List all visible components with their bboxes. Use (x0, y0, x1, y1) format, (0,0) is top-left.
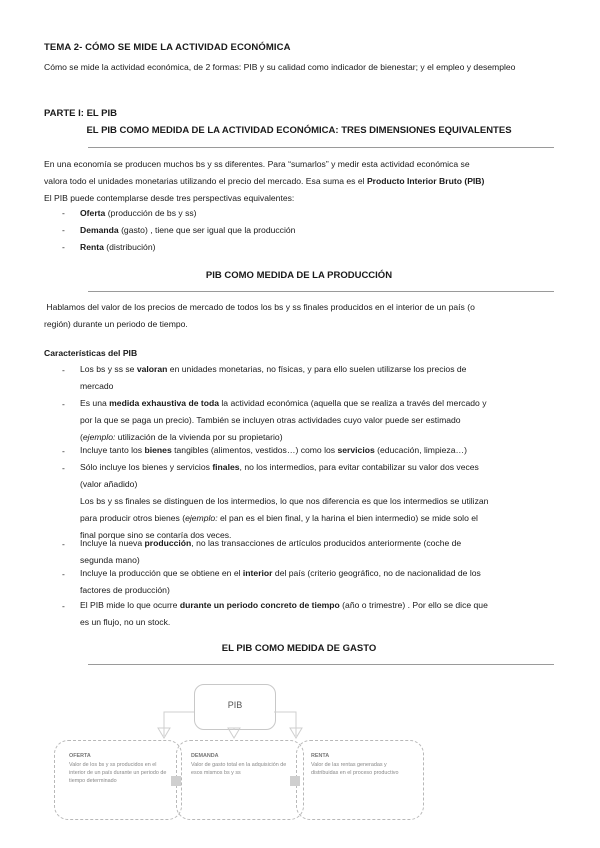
item-text: Los bs y ss se (80, 364, 137, 374)
list-dash: - (62, 463, 65, 473)
item-text: tangibles (alimentos, vestidos…) como los (171, 445, 338, 455)
item-text: para producir otros bienes ( (80, 513, 186, 523)
item-text: la actividad económica (aquella que se realiza a través del mercado y (219, 398, 487, 408)
item-text: (año o trimestre) . Por ello se dice que (339, 600, 488, 610)
box-description: Valor de las rentas generadas y distribuidas en el proceso productivo (311, 762, 399, 776)
list-item-bold: Demanda (80, 225, 119, 235)
item-text: es un flujo, no un stock. (80, 617, 171, 627)
item-bold: medida exhaustiva de toda (109, 398, 219, 408)
intro-line: El PIB puede contemplarse desde tres perspectivas equivalentes: (44, 193, 295, 203)
paragraph-line: Hablamos del valor de los precios de mercado de todos los bs y ss finales producidos en el interior de un país (o (44, 302, 475, 312)
item-text: , no los intermedios, para evitar contabilizar su valor dos veces (239, 462, 479, 472)
item-text: Incluye la producción que se obtiene en el (80, 568, 243, 578)
box-description: Valor de gasto total en la adquisición de esos mismos bs y ss (191, 762, 287, 776)
item-text: (valor añadido) (80, 479, 138, 489)
diagram-box-oferta (54, 740, 182, 820)
item-text: mercado (80, 381, 114, 391)
item-text: Incluye la nueva (80, 538, 145, 548)
item-text: (educación, limpieza…) (374, 445, 467, 455)
list-item-text: (gasto) , tiene que ser igual que la producción (118, 225, 296, 235)
diagram-box-renta (296, 740, 424, 820)
intro-text: valora todo el unidades monetarias utilizando el precio del mercado. Esa suma es el (44, 176, 367, 186)
list-item-text: (distribución) (103, 242, 156, 252)
item-text: del país (criterio geográfico, no de nacionalidad de los (272, 568, 481, 578)
list-dash: - (62, 399, 65, 409)
list-dash: - (62, 225, 65, 235)
list-dash: - (62, 601, 65, 611)
list-dash: - (62, 539, 65, 549)
arrow-left (164, 712, 194, 736)
item-text: Es una (80, 398, 110, 408)
pib-term: Producto Interior Bruto (PIB) (366, 176, 485, 186)
equals-marker (171, 776, 181, 786)
document-subtitle: Cómo se mide la actividad económica, de 2 formas: PIB y su calidad como indicador de bienestar; y el empleo y desempleo (44, 62, 516, 72)
item-text: segunda mano) (80, 555, 140, 565)
item-text: , no las transacciones de artículos producidos anteriormente (coche de (191, 538, 462, 548)
list-dash: - (62, 242, 65, 252)
item-bold: durante un periodo concreto de tiempo (179, 600, 340, 610)
box-description: Valor de los bs y ss producidos en el interior de un país durante un periodo de tiempo determinado (69, 762, 167, 784)
characteristics-label: Características del PIB (44, 348, 138, 358)
item-bold: servicios (337, 445, 375, 455)
item-text: final porque sino se contaría dos veces. (80, 530, 232, 540)
equals-marker (290, 776, 300, 786)
diagram-box-demanda (176, 740, 304, 820)
list-dash: - (62, 569, 65, 579)
section-heading-gasto: EL PIB COMO MEDIDA DE GASTO (221, 643, 377, 654)
item-italic: ejemplo: (82, 432, 116, 442)
item-text: por la que se paga un precio). También se incluyen otras actividades cuyo valor puede ser estimado (80, 415, 461, 425)
item-italic: ejemplo: (185, 513, 218, 523)
list-item-text: (producción de bs y ss) (105, 208, 197, 218)
item-bold: producción (144, 538, 192, 548)
item-bold: valoran (136, 364, 168, 374)
item-text: El PIB mide lo que ocurre (80, 600, 180, 610)
list-item-bold: Renta (80, 242, 104, 252)
diagram-pib-node: PIB (194, 684, 276, 730)
item-text: factores de producción) (80, 585, 170, 595)
list-dash: - (62, 365, 65, 375)
item-text: utilización de la vivienda por su propietario) (115, 432, 283, 442)
box-title: RENTA (311, 753, 330, 759)
item-bold: finales (212, 462, 240, 472)
intro-line: En una economía se producen muchos bs y ss diferentes. Para “sumarlos” y medir esta actividad económica se (44, 159, 470, 169)
item-text: en unidades monetarias, no físicas, y para ello suelen utilizarse los precios de (167, 364, 467, 374)
part-label: PARTE I: EL PIB (44, 108, 118, 119)
document-title: TEMA 2- CÓMO SE MIDE LA ACTIVIDAD ECONÓMICA (44, 42, 291, 53)
item-bold: interior (242, 568, 273, 578)
item-text: ( (80, 432, 83, 442)
box-title: DEMANDA (191, 753, 219, 759)
section-heading-three-dimensions: EL PIB COMO MEDIDA DE LA ACTIVIDAD ECONÓMICA: TRES DIMENSIONES EQUIVALENTES (86, 125, 512, 136)
paragraph-line: región) durante un periodo de tiempo. (44, 319, 188, 329)
box-title: OFERTA (69, 753, 91, 759)
item-text: el pan es el bien final, y la harina el bien intermedio) se mide solo el (217, 513, 478, 523)
list-dash: - (62, 446, 65, 456)
list-dash: - (62, 208, 65, 218)
section-heading-production: PIB COMO MEDIDA DE LA PRODUCCIÓN (205, 270, 393, 281)
item-bold: bienes (144, 445, 172, 455)
item-text: Sólo incluye los bienes y servicios (80, 462, 213, 472)
list-item-bold: Oferta (80, 208, 106, 218)
item-text: Los bs y ss finales se distinguen de los intermedios, lo que nos diferencia es que los intermedios se utilizan (80, 496, 489, 506)
item-text: Incluye tanto los (80, 445, 145, 455)
